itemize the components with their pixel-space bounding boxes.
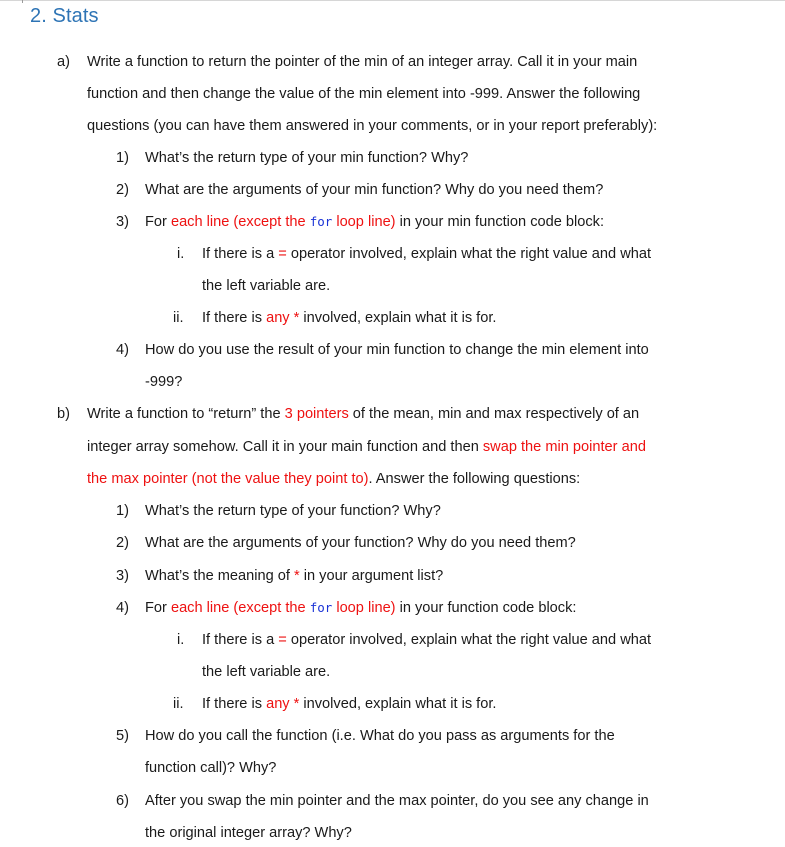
a-item-1-marker: 1) — [116, 150, 129, 166]
part-b-l1-red: 3 pointers — [284, 406, 349, 422]
a-sub-ii-text — [202, 308, 496, 328]
part-a-line-2 — [87, 84, 719, 104]
b-item-4-code: for — [309, 600, 333, 615]
b-sub-ii-red: any * — [266, 696, 300, 712]
part-b-l1-pre: Write a function to “return” the — [87, 406, 285, 422]
part-b-line-3 — [87, 469, 580, 489]
b-sub-i-marker: i. — [177, 632, 185, 648]
b-item-1-text: What’s the return type of your function? Why? — [145, 503, 441, 519]
a-item-2-text: What are the arguments of your min function? Why do you need them? — [145, 182, 604, 198]
b-sub-i-red: = — [278, 632, 287, 648]
part-a-text-2: function and then change the value of the min element into -999. Answer the following — [87, 86, 641, 102]
a-sub-ii-post: involved, explain what it is for. — [299, 310, 497, 326]
b-item-3-post: in your argument list? — [299, 568, 444, 584]
part-a-marker: a) — [57, 54, 70, 70]
a-sub-i-post: operator involved, explain what the right value and what — [286, 246, 652, 262]
page-top-border — [0, 0, 785, 1]
a-item-3-red-1: each line (except the — [170, 214, 310, 230]
b-item-2-marker: 2) — [116, 535, 129, 551]
a-sub-i-marker: i. — [177, 246, 185, 262]
b-item-2-text: What are the arguments of your function? Why do you need them? — [145, 535, 576, 551]
a-item-3-text — [145, 212, 604, 232]
a-item-4-text-2: -999? — [145, 374, 183, 390]
part-a-text-3: questions (you can have them answered in your comments, or in your report preferably): — [87, 118, 658, 134]
b-item-3-pre: What’s the meaning of — [145, 568, 294, 584]
part-b-l2-red: swap the min pointer and — [482, 439, 646, 455]
b-item-6-text-1: After you swap the min pointer and the max pointer, do you see any change in — [145, 793, 649, 809]
b-sub-ii-text — [202, 694, 496, 714]
part-a-text-1: Write a function to return the pointer of the min of an integer array. Call it in your main — [87, 54, 638, 70]
b-item-6-text-2: the original integer array? Why? — [145, 825, 352, 841]
part-b-line-1 — [87, 404, 639, 424]
b-item-3-text — [145, 566, 443, 586]
b-sub-i-text — [202, 630, 651, 650]
b-item-5-text-1: How do you call the function (i.e. What do you pass as arguments for the — [145, 728, 615, 744]
b-item-3-marker: 3) — [116, 568, 129, 584]
b-item-5-text-2: function call)? Why? — [145, 760, 277, 776]
part-b-l1-post: of the mean, min and max respectively of an — [348, 406, 640, 422]
page-corner-mark — [22, 0, 23, 3]
a-item-2-marker: 2) — [116, 182, 129, 198]
part-b-l3-post: . Answer the following questions: — [368, 471, 581, 487]
a-item-4-marker: 4) — [116, 342, 129, 358]
b-sub-i-line-2: the left variable are. — [202, 664, 331, 680]
b-sub-ii-post: involved, explain what it is for. — [299, 696, 497, 712]
a-sub-ii-marker: ii. — [173, 310, 184, 326]
b-sub-ii-pre: If there is — [202, 696, 267, 712]
b-item-4-red-1: each line (except the — [170, 600, 310, 616]
b-item-4-text — [145, 598, 576, 618]
b-item-4-marker: 4) — [116, 600, 129, 616]
a-item-3-marker: 3) — [116, 214, 129, 230]
a-item-1-text: What’s the return type of your min function? Why? — [145, 150, 469, 166]
a-sub-i-text — [202, 244, 651, 264]
a-item-4-text-1: How do you use the result of your min function to change the min element into — [145, 342, 649, 358]
a-item-3-code: for — [309, 214, 333, 229]
part-a-line-3 — [87, 116, 657, 136]
a-item-3-pre: For — [145, 214, 171, 230]
part-a-line-1 — [87, 52, 719, 72]
part-b-l2-pre: integer array somehow. Call it in your main function and then — [87, 439, 483, 455]
part-b-line-2 — [87, 437, 646, 457]
a-sub-ii-red: any * — [266, 310, 300, 326]
a-sub-ii-pre: If there is — [202, 310, 267, 326]
a-item-3-red-2: loop line) — [332, 214, 396, 230]
b-item-1-marker: 1) — [116, 503, 129, 519]
part-b-marker: b) — [57, 406, 70, 422]
b-item-5-line-1 — [145, 726, 719, 746]
part-b-l3-red: the max pointer (not the value they point to) — [87, 471, 369, 487]
b-item-4-red-2: loop line) — [332, 600, 396, 616]
b-item-3-red: * — [294, 568, 300, 584]
b-item-6-marker: 6) — [116, 793, 129, 809]
a-sub-i-line-2: the left variable are. — [202, 278, 331, 294]
a-sub-i-red: = — [278, 246, 287, 262]
b-item-4-pre: For — [145, 600, 171, 616]
b-sub-i-post: operator involved, explain what the right value and what — [286, 632, 652, 648]
b-sub-i-pre: If there is a — [202, 632, 279, 648]
a-item-3-post: in your min function code block: — [395, 214, 605, 230]
a-sub-i-pre: If there is a — [202, 246, 279, 262]
section-heading: 2. Stats — [30, 5, 99, 27]
b-item-4-post: in your function code block: — [395, 600, 577, 616]
b-item-5-marker: 5) — [116, 728, 129, 744]
b-sub-ii-marker: ii. — [173, 696, 184, 712]
